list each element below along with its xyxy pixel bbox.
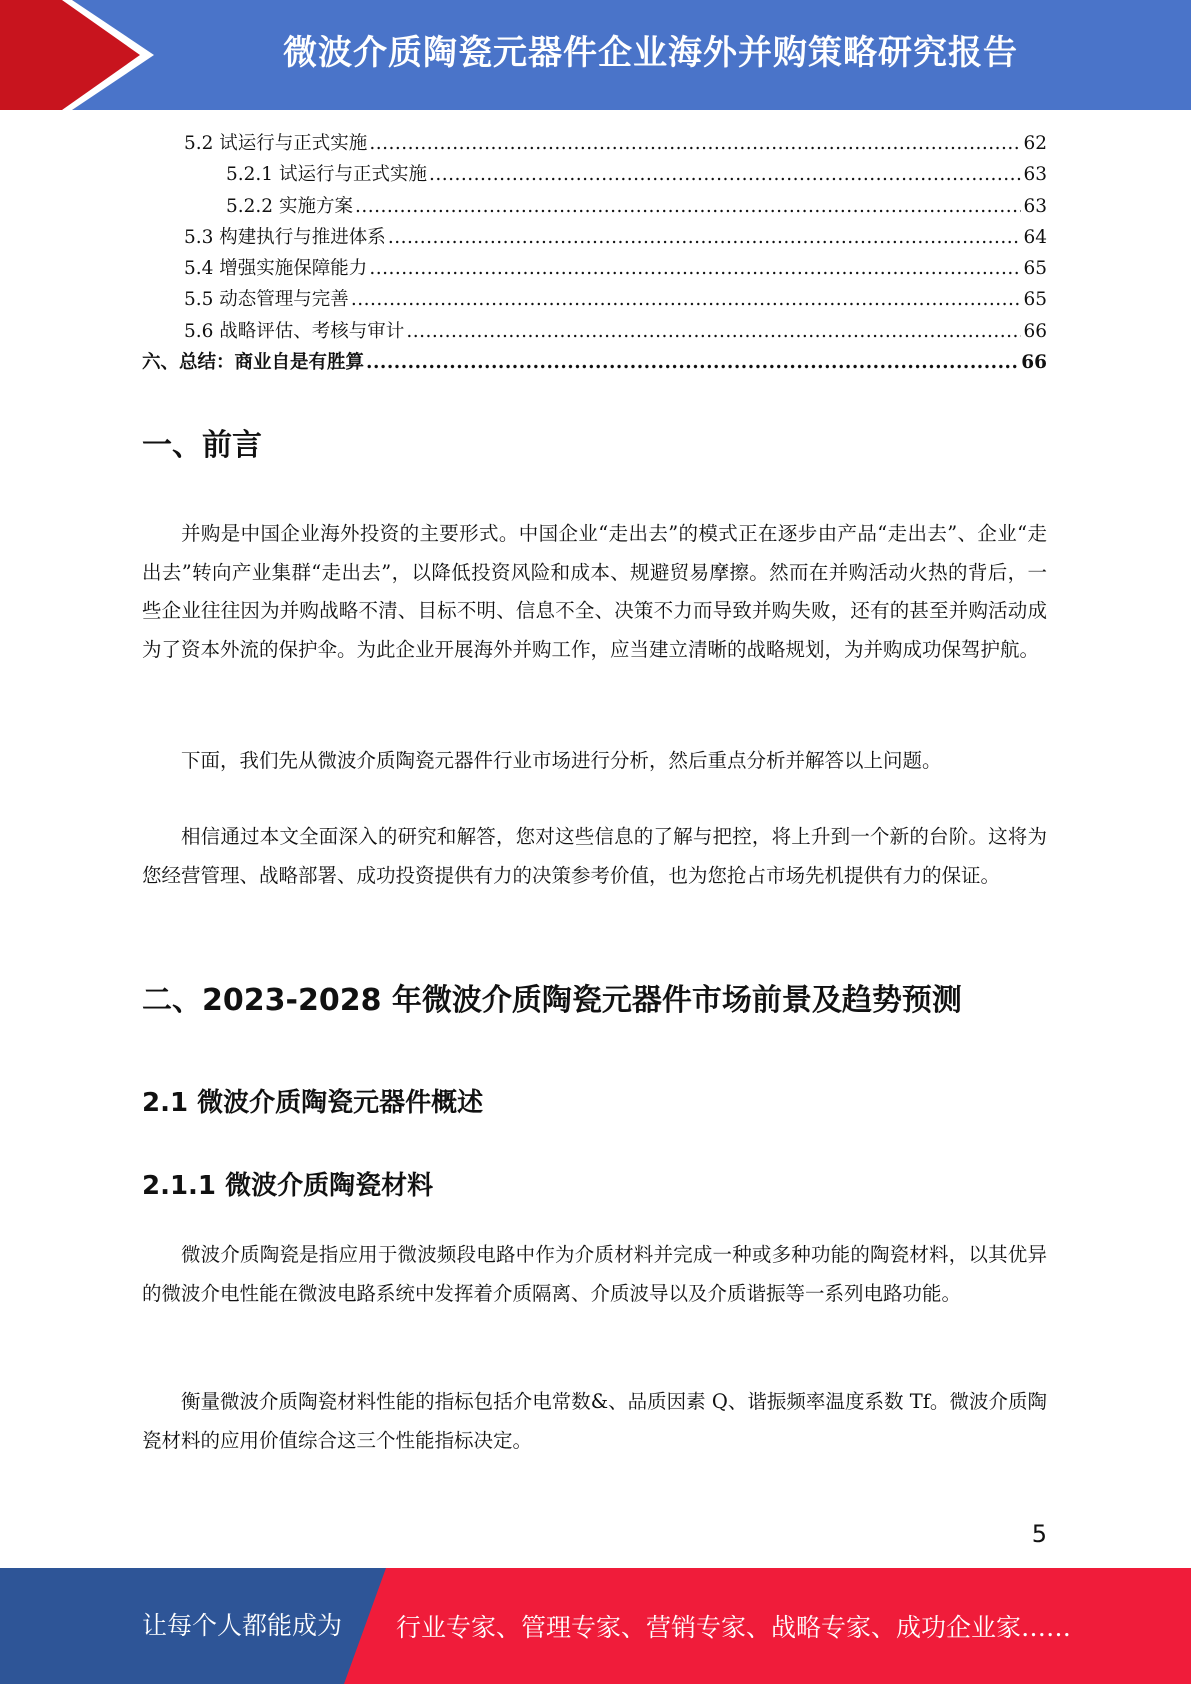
page-header-banner [0,0,1191,110]
toc-entry-label: 5.2 试运行与正式实施 [184,133,368,154]
paragraph-material-1: 微波介质陶瓷是指应用于微波频段电路中作为介质材料并完成一种或多种功能的陶瓷材料，以其优异的微波介电性能在微波电路系统中发挥着介质隔离、介质波导以及介质谐振等一系列电路功能。 [142,1243,1047,1305]
report-title: 微波介质陶瓷元器件企业海外并购策略研究报告 [283,33,1018,73]
toc-leader-dots [429,159,1021,190]
table-of-contents [142,128,1047,378]
paragraph-material-2: 衡量微波介质陶瓷材料性能的指标包括介电常数&、品质因素 Q、谐振频率温度系数 Tf。微波介质陶瓷材料的应用价值综合这三个性能指标决定。 [142,1390,1047,1452]
toc-entry-page: 65 [1023,258,1047,280]
toc-entry[interactable] [142,316,1047,347]
page-footer-banner [0,1568,1191,1684]
toc-entry[interactable] [142,284,1047,315]
toc-entry[interactable] [142,347,1047,378]
toc-leader-dots [369,128,1021,159]
toc-entry-label: 5.2.1 试运行与正式实施 [226,164,427,186]
toc-entry-label: 5.6 战略评估、考核与审计 [184,320,405,342]
toc-entry-label: 六、总结：商业自是有胜算 [142,352,365,374]
footer-slogan-left: 让每个人都能成为 [142,1611,343,1640]
paragraph-preface-2: 下面，我们先从微波介质陶瓷元器件行业市场进行分析，然后重点分析并解答以上问题。 [181,749,942,772]
section-heading-preface: 一、前言 [142,428,262,463]
toc-entry[interactable] [142,128,1047,159]
toc-entry-page: 64 [1023,226,1047,248]
subsection-heading-overview: 2.1 微波介质陶瓷元器件概述 [142,1088,484,1118]
toc-entry-page: 63 [1023,195,1047,217]
page-number: 5 [1031,1520,1047,1548]
toc-entry[interactable] [142,159,1047,190]
toc-entry-label: 5.4 增强实施保障能力 [184,258,368,280]
toc-leader-dots [355,191,1022,222]
toc-entry-page: 62 [1023,133,1047,154]
subsection-heading-material: 2.1.1 微波介质陶瓷材料 [142,1171,434,1201]
header-red-arrow-decoration [0,0,150,110]
paragraph-preface-3: 相信通过本文全面深入的研究和解答，您对这些信息的了解与把控，将上升到一个新的台阶。这将为您经营管理、战略部署、成功投资提供有力的决策参考价值，也为您抢占市场先机提供有力的保证。 [142,825,1047,887]
toc-leader-dots [406,316,1021,347]
toc-entry-page: 65 [1023,289,1047,311]
toc-entry[interactable] [142,253,1047,284]
toc-entry[interactable] [142,222,1047,253]
footer-slogan-right: 行业专家、管理专家、营销专家、战略专家、成功企业家…… [396,1613,1072,1642]
toc-leader-dots [369,253,1021,284]
section-heading-market: 二、2023-2028 年微波介质陶瓷元器件市场前景及趋势预测 [142,983,962,1018]
toc-entry-label: 5.3 构建执行与推进体系 [184,226,386,248]
toc-entry-page: 66 [1021,352,1047,374]
toc-leader-dots [388,222,1022,253]
toc-leader-dots [366,347,1019,378]
toc-entry-page: 63 [1023,164,1047,186]
paragraph-preface-1: 并购是中国企业海外投资的主要形式。中国企业“走出去”的模式正在逐步由产品“走出去”、企业“走出去”转向产业集群“走出去”，以降低投资风险和成本、规避贸易摩擦。然而在并购活动火热的背后，一些企业往往因为并购战略不清、目标不明、信息不全、决策不力而导致并购失败，还有的甚至并购活动成为了资本外流的保护伞。为此企业开展海外并购工作，应当建立清晰的战略规划，为并购成功保驾护航。 [142,522,1047,661]
toc-entry-label: 5.5 动态管理与完善 [184,289,349,311]
toc-entry-page: 66 [1023,320,1047,342]
toc-leader-dots [351,284,1022,315]
toc-entry[interactable] [142,191,1047,222]
toc-entry-label: 5.2.2 实施方案 [226,195,353,217]
